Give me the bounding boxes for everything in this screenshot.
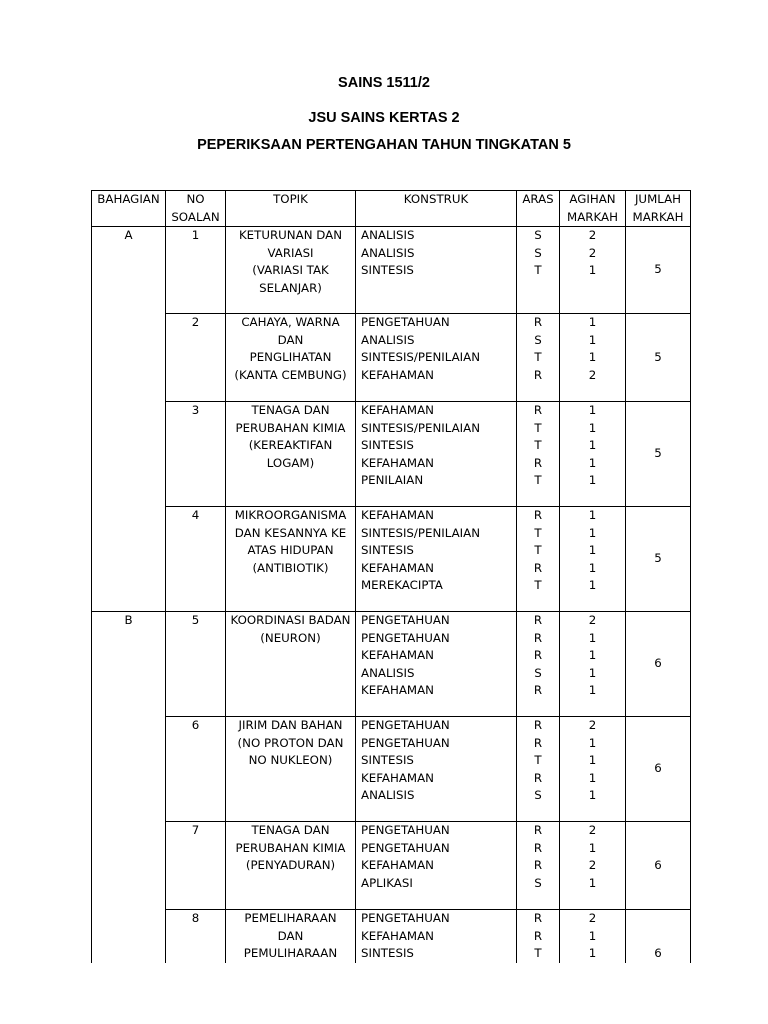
topic-cell-line: LOGAM) [266, 455, 315, 470]
construct-cell-line: PENGETAHUAN [361, 840, 450, 855]
table-row [92, 822, 691, 910]
allocation-cell-line: 1 [588, 946, 597, 960]
topic-cell-line: (ANTIBIOTIK) [252, 560, 329, 575]
construct-cell-line: PENGETAHUAN [361, 315, 450, 329]
allocation-cell-line: 1 [588, 420, 597, 435]
col-bahagian: BAHAGIAN [92, 191, 166, 227]
allocation-cell-line: 1 [588, 263, 597, 277]
table-row [92, 612, 691, 717]
construct-cell-line: KEFAHAMAN [361, 858, 434, 872]
level-cell-line: T [534, 578, 542, 592]
total-marks: 5 [626, 314, 691, 402]
level-cell-line: R [533, 770, 543, 785]
table-row [92, 717, 691, 822]
level-cell [517, 910, 560, 963]
construct-cell-line: ANALISIS [361, 332, 415, 347]
allocation-cell-line: 1 [588, 332, 597, 347]
construct-cell-line: SINTESIS/PENILAIAN [361, 420, 481, 435]
construct-cell-line: SINTESIS [361, 753, 414, 767]
topic-cell-line: PERUBAHAN KIMIA [235, 420, 346, 435]
table-row [92, 402, 691, 507]
allocation-cell-line: 1 [588, 473, 597, 487]
level-cell-line: S [534, 875, 542, 890]
allocation-cell-line: 2 [588, 245, 597, 260]
document-code: SAINS 1511/2 [338, 75, 430, 91]
topic-cell [226, 227, 356, 314]
topic-cell-line: (NEURON) [260, 630, 321, 645]
construct-cell-line: SINTESIS [361, 263, 414, 277]
level-cell [517, 314, 560, 402]
construct-cell-line: ANALISIS [361, 788, 415, 802]
level-cell [517, 402, 560, 507]
level-cell-line: R [533, 718, 543, 732]
level-cell-line: S [534, 665, 542, 680]
construct-cell [356, 822, 517, 910]
level-cell-line: R [533, 858, 543, 872]
level-cell-line: R [533, 508, 543, 522]
section-label: A [124, 228, 133, 242]
topic-cell-line: KOORDINASI BADAN [230, 613, 351, 627]
construct-cell-line: SINTESIS/PENILAIAN [361, 350, 481, 364]
allocation-cell [560, 227, 626, 314]
topic-cell-line: VARIASI [267, 245, 314, 260]
level-cell-line: R [533, 315, 543, 329]
level-cell [517, 227, 560, 314]
construct-cell-line: MEREKACIPTA [361, 578, 443, 592]
topic-cell-line: JIRIM DAN BAHAN [238, 718, 343, 732]
allocation-cell-line: 1 [588, 455, 597, 470]
total-marks: 5 [626, 507, 691, 612]
construct-cell-line: SINTESIS [361, 438, 414, 452]
allocation-cell-line: 2 [588, 718, 597, 732]
level-cell-line: T [534, 525, 542, 540]
construct-cell-line: ANALISIS [361, 665, 415, 680]
allocation-cell-line: 1 [588, 525, 597, 540]
topic-cell-line: CAHAYA, WARNA [241, 315, 340, 329]
allocation-cell-line: 1 [588, 560, 597, 575]
level-cell [517, 507, 560, 612]
allocation-cell-line: 1 [588, 928, 597, 943]
total-marks: 5 [626, 227, 691, 314]
col-topik: TOPIK [226, 191, 356, 227]
construct-cell [356, 314, 517, 402]
question-number: 2 [166, 314, 226, 402]
jsu-table [91, 190, 691, 963]
topic-cell [226, 314, 356, 402]
allocation-cell [560, 402, 626, 507]
topic-cell-line: DAN [277, 332, 304, 347]
construct-cell [356, 227, 517, 314]
topic-cell-line: TENAGA DAN [251, 403, 330, 417]
col-no-soalan: NO SOALAN [166, 191, 226, 227]
total-marks: 6 [626, 612, 691, 717]
construct-cell-line: KEFAHAMAN [361, 508, 434, 522]
construct-cell [356, 910, 517, 963]
allocation-cell-line: 1 [588, 788, 597, 802]
construct-cell-line: SINTESIS [361, 946, 414, 960]
level-cell-line: R [533, 367, 543, 382]
construct-cell-line: PENGETAHUAN [361, 911, 450, 925]
topic-cell-line: (VARIASI TAK [252, 263, 329, 277]
question-number: 7 [166, 822, 226, 910]
question-number: 3 [166, 402, 226, 507]
allocation-cell-line: 1 [588, 753, 597, 767]
topic-cell [226, 507, 356, 612]
allocation-cell [560, 612, 626, 717]
level-cell-line: R [533, 683, 543, 697]
col-jumlah-markah: JUMLAH MARKAH [626, 191, 691, 227]
level-cell-line: R [533, 840, 543, 855]
level-cell-line: T [534, 753, 542, 767]
col-aras: ARAS [517, 191, 560, 227]
level-cell-line: R [533, 911, 543, 925]
table-row [92, 507, 691, 612]
topic-cell-line: PEMULIHARAAN [243, 946, 338, 960]
allocation-cell-line: 1 [588, 438, 597, 452]
table-row [92, 227, 691, 314]
level-cell-line: R [533, 455, 543, 470]
level-cell-line: R [533, 648, 543, 662]
allocation-cell-line: 1 [588, 665, 597, 680]
topic-cell [226, 717, 356, 822]
topic-cell-line: KETURUNAN DAN [238, 228, 343, 242]
construct-cell [356, 402, 517, 507]
level-cell [517, 612, 560, 717]
col-agihan-markah: AGIHAN MARKAH [560, 191, 626, 227]
construct-cell-line: ANALISIS [361, 245, 415, 260]
allocation-cell-line: 1 [588, 578, 597, 592]
question-number: 5 [166, 612, 226, 717]
section-cell [92, 227, 166, 612]
allocation-cell [560, 910, 626, 963]
allocation-cell-line: 1 [588, 683, 597, 697]
level-cell-line: S [534, 245, 542, 260]
allocation-cell-line: 1 [588, 630, 597, 645]
table-row [92, 314, 691, 402]
allocation-cell-line: 2 [588, 367, 597, 382]
allocation-cell [560, 717, 626, 822]
allocation-cell-line: 2 [588, 911, 597, 925]
level-cell-line: T [534, 946, 542, 960]
question-number: 8 [166, 910, 226, 963]
construct-cell [356, 612, 517, 717]
document-subtitle: PEPERIKSAAN PERTENGAHAN TAHUN TINGKATAN 5 [197, 137, 571, 153]
topic-cell-line: PERUBAHAN KIMIA [235, 840, 346, 855]
topic-cell-line: DAN KESANNYA KE [234, 525, 347, 540]
allocation-cell-line: 2 [588, 613, 597, 627]
construct-cell-line: KEFAHAMAN [361, 770, 434, 785]
level-cell-line: R [533, 823, 543, 837]
topic-cell-line: PEMELIHARAAN [244, 911, 337, 925]
level-cell-line: T [534, 438, 542, 452]
construct-cell-line: KEFAHAMAN [361, 648, 434, 662]
level-cell-line: T [534, 473, 542, 487]
document-title: JSU SAINS KERTAS 2 [308, 110, 460, 126]
construct-cell-line: PENGETAHUAN [361, 735, 450, 750]
allocation-cell-line: 1 [588, 648, 597, 662]
level-cell-line: S [534, 332, 542, 347]
topic-cell [226, 910, 356, 963]
construct-cell-line: SINTESIS [361, 543, 414, 557]
level-cell-line: T [534, 263, 542, 277]
topic-cell-line: PENGLIHATAN [249, 350, 332, 364]
level-cell-line: R [533, 560, 543, 575]
allocation-cell-line: 1 [588, 735, 597, 750]
construct-cell-line: KEFAHAMAN [361, 928, 434, 943]
construct-cell-line: PENGETAHUAN [361, 823, 450, 837]
construct-cell [356, 717, 517, 822]
allocation-cell-line: 1 [588, 543, 597, 557]
construct-cell-line: KEFAHAMAN [361, 403, 434, 417]
total-marks: 6 [626, 910, 691, 963]
topic-cell-line: (PENYADURAN) [245, 858, 336, 872]
construct-cell-line: KEFAHAMAN [361, 367, 434, 382]
topic-cell-line: ATAS HIDUPAN [247, 543, 334, 557]
construct-cell-line: PENILAIAN [361, 473, 424, 487]
topic-cell-line: DAN [277, 928, 304, 943]
allocation-cell-line: 1 [588, 403, 597, 417]
construct-cell [356, 507, 517, 612]
section-label: B [124, 613, 133, 627]
allocation-cell-line: 1 [588, 840, 597, 855]
construct-cell-line: APLIKASI [361, 875, 413, 890]
level-cell-line: R [533, 613, 543, 627]
allocation-cell-line: 1 [588, 875, 597, 890]
question-number: 1 [166, 227, 226, 314]
table-row [92, 910, 691, 963]
level-cell [517, 717, 560, 822]
allocation-cell [560, 507, 626, 612]
construct-cell-line: KEFAHAMAN [361, 560, 434, 575]
topic-cell-line: (KEREAKTIFAN [248, 438, 333, 452]
allocation-cell [560, 822, 626, 910]
construct-cell-line: KEFAHAMAN [361, 455, 434, 470]
allocation-cell [560, 314, 626, 402]
level-cell-line: R [533, 735, 543, 750]
allocation-cell-line: 1 [588, 315, 597, 329]
construct-cell-line: SINTESIS/PENILAIAN [361, 525, 481, 540]
construct-cell-line: ANALISIS [361, 228, 415, 242]
topic-cell [226, 612, 356, 717]
allocation-cell-line: 1 [588, 508, 597, 522]
construct-cell-line: KEFAHAMAN [361, 683, 434, 697]
level-cell-line: T [534, 420, 542, 435]
level-cell-line: T [534, 350, 542, 364]
topic-cell-line: SELANJAR) [259, 280, 322, 295]
allocation-cell-line: 2 [588, 823, 597, 837]
table-header-row [92, 191, 691, 227]
level-cell-line: R [533, 630, 543, 645]
topic-cell-line: (KANTA CEMBUNG) [234, 367, 347, 382]
level-cell-line: S [534, 788, 542, 802]
construct-cell-line: PENGETAHUAN [361, 718, 450, 732]
topic-cell [226, 402, 356, 507]
col-konstruk: KONSTRUK [356, 191, 517, 227]
question-number: 6 [166, 717, 226, 822]
level-cell [517, 822, 560, 910]
level-cell-line: R [533, 403, 543, 417]
total-marks: 6 [626, 822, 691, 910]
question-number: 4 [166, 507, 226, 612]
construct-cell-line: PENGETAHUAN [361, 630, 450, 645]
allocation-cell-line: 1 [588, 350, 597, 364]
topic-cell-line: TENAGA DAN [251, 823, 330, 837]
level-cell-line: T [534, 543, 542, 557]
topic-cell-line: NO NUKLEON) [248, 753, 333, 767]
topic-cell-line: MIKROORGANISMA [234, 508, 347, 522]
allocation-cell-line: 2 [588, 858, 597, 872]
topic-cell-line: (NO PROTON DAN [237, 735, 344, 750]
level-cell-line: R [533, 928, 543, 943]
topic-cell [226, 822, 356, 910]
total-marks: 5 [626, 402, 691, 507]
allocation-cell-line: 1 [588, 770, 597, 785]
allocation-cell-line: 2 [588, 228, 597, 242]
construct-cell-line: PENGETAHUAN [361, 613, 450, 627]
total-marks: 6 [626, 717, 691, 822]
level-cell-line: S [534, 228, 542, 242]
section-cell [92, 612, 166, 963]
